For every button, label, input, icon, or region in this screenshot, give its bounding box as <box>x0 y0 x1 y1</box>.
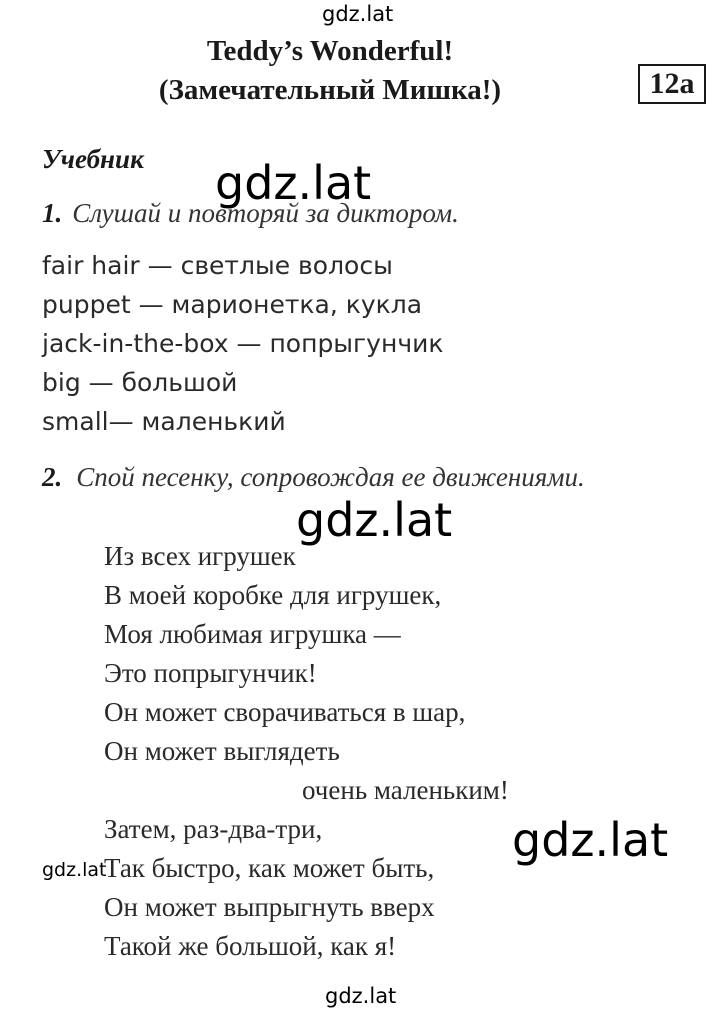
poem-line: Он может сворачиваться в шар, <box>104 697 466 727</box>
task-2-number: 2. <box>42 462 63 492</box>
lesson-number-badge: 12a <box>638 64 706 104</box>
vocab-item: big — большой <box>42 368 238 397</box>
poem-line-indented: очень маленьким! <box>302 775 509 805</box>
page-title: Teddy’s Wonderful! <box>206 35 454 67</box>
poem-line: Из всех игрушек <box>104 541 296 571</box>
vocab-item: small— маленький <box>42 407 286 436</box>
task-1-text: Слушай и повторяй за диктором. <box>72 198 459 228</box>
task-1 <box>42 200 459 227</box>
poem-line: Моя любимая игрушка — <box>104 619 401 649</box>
page-subtitle: (Замечательный Мишка!) <box>158 74 502 106</box>
vocab-item: fair hair — светлые волосы <box>42 251 393 280</box>
section-heading: Учебник <box>42 144 144 174</box>
watermark-large-1: gdz.lat <box>215 156 372 210</box>
poem-line: Это попрыгунчик! <box>104 658 317 688</box>
poem-line: В моей коробке для игрушек, <box>104 580 442 610</box>
vocab-item: puppet — марионетка, кукла <box>42 290 423 319</box>
poem-line: Он может выпрыгнуть вверх <box>104 892 435 922</box>
poem-line: Так быстро, как может быть, <box>104 853 435 883</box>
watermark-large-3: gdz.lat <box>512 813 669 867</box>
poem-line: Он может выглядеть <box>104 736 340 766</box>
watermark-large-2: gdz.lat <box>296 493 453 547</box>
poem-line: Такой же большой, как я! <box>104 931 397 961</box>
watermark-left: gdz.lat <box>42 859 107 881</box>
task-1-number: 1. <box>42 198 63 228</box>
task-2 <box>42 458 618 496</box>
watermark-top: gdz.lat <box>322 2 394 26</box>
vocab-item: jack-in-the-box — попрыгунчик <box>42 329 444 358</box>
task-2-text: Спой песенку, сопровождая ее движениями. <box>76 462 585 492</box>
poem-line: Затем, раз-два-три, <box>104 814 323 844</box>
watermark-bottom: gdz.lat <box>325 984 397 1008</box>
